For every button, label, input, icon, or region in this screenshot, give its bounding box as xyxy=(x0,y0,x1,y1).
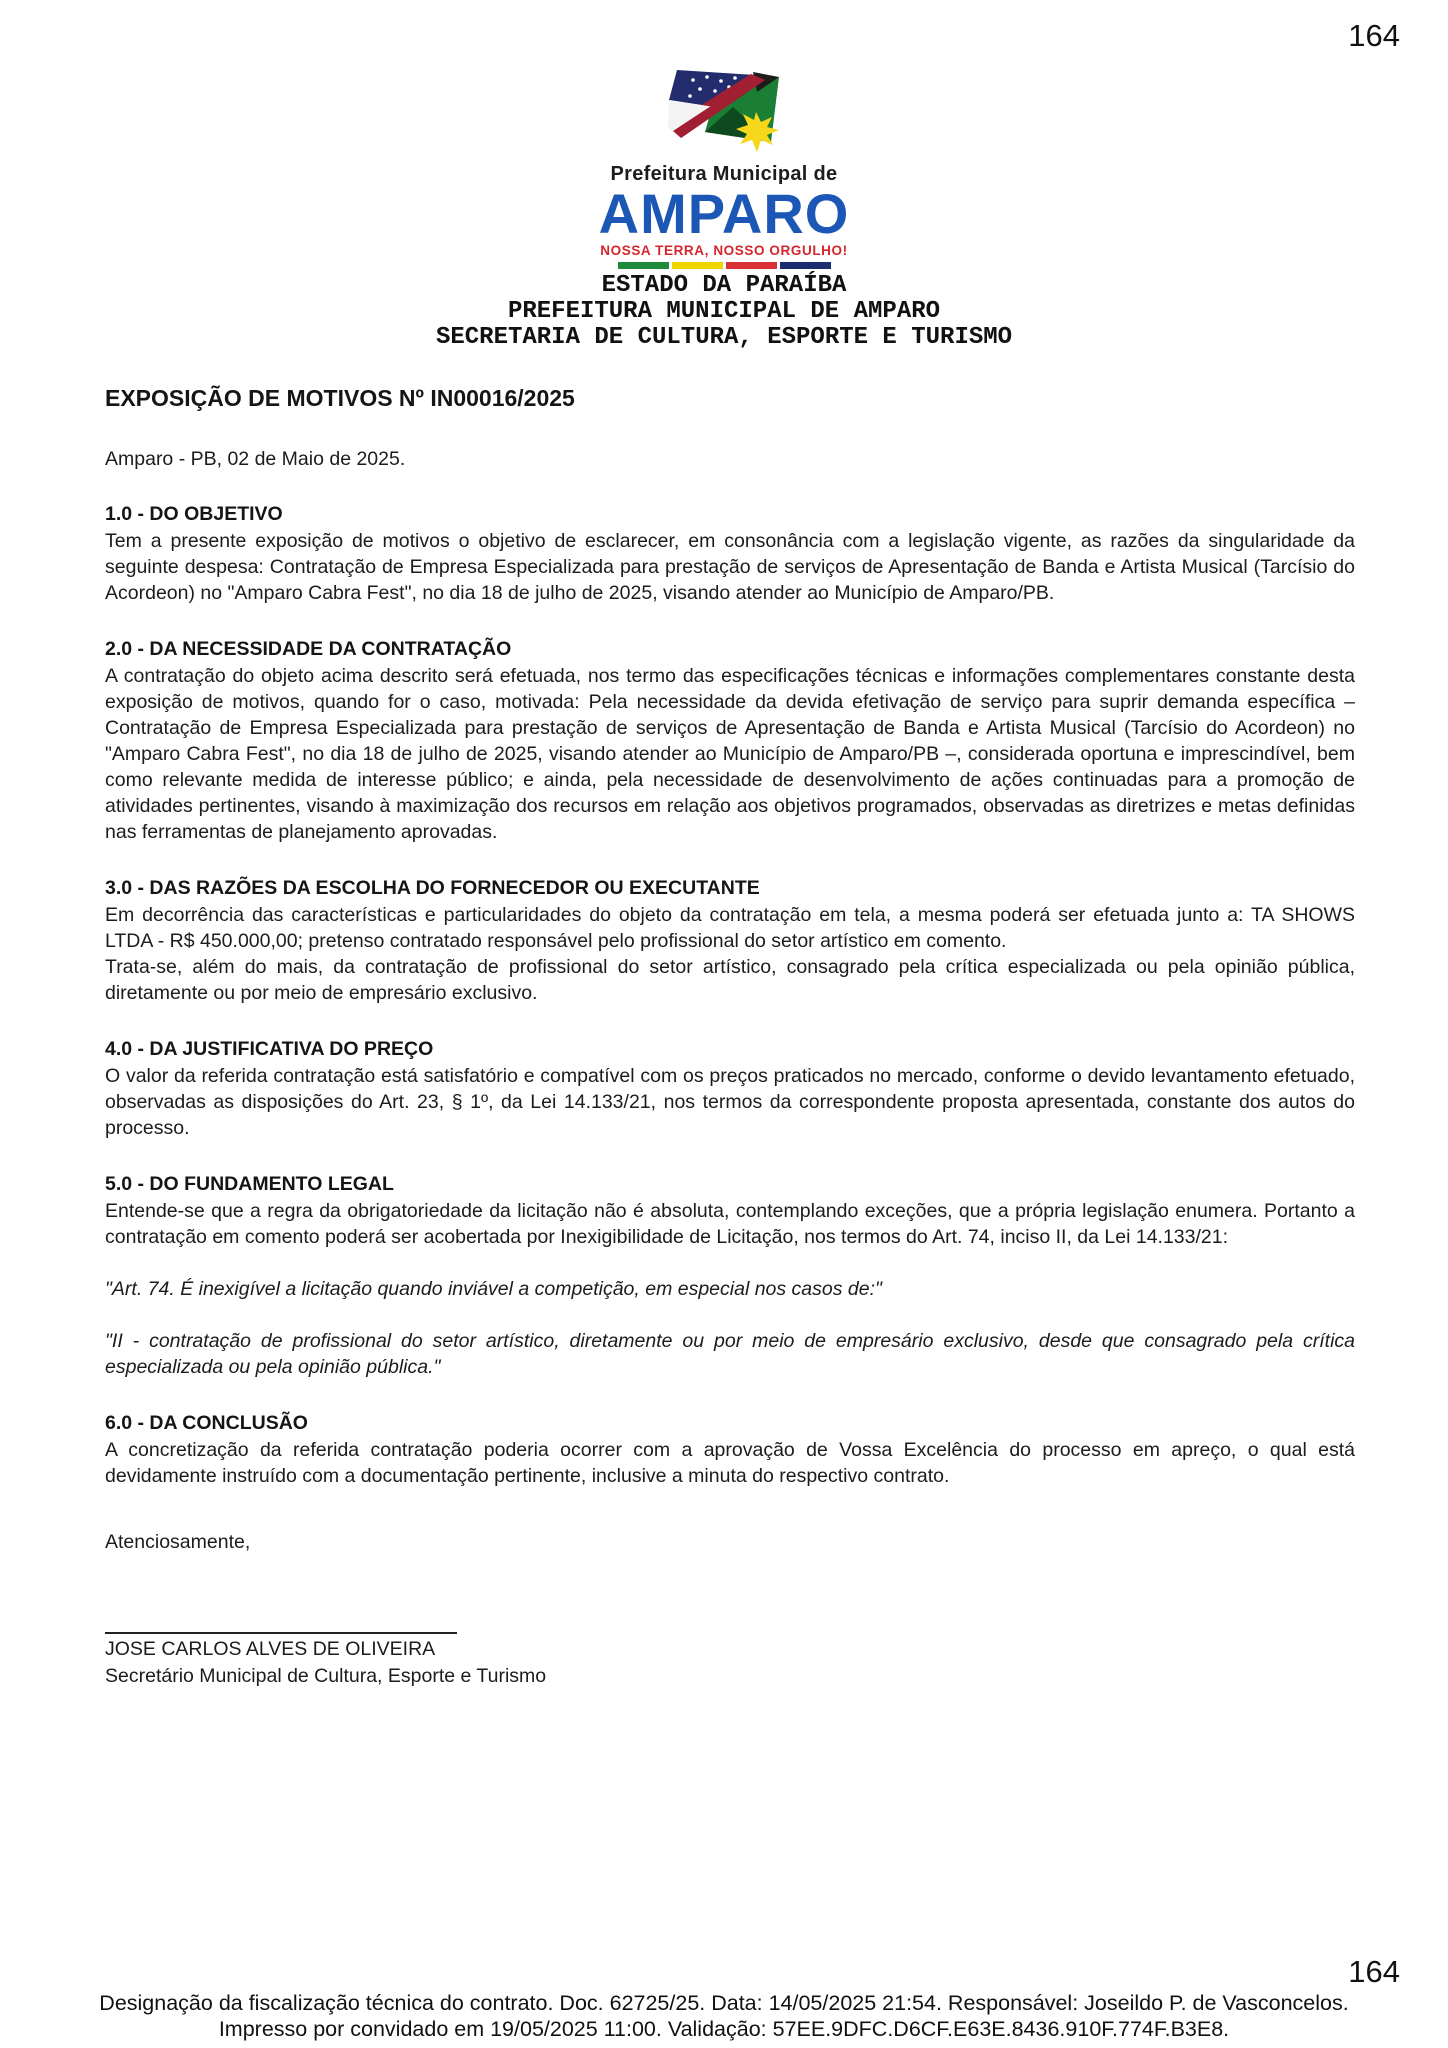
logo-stripe-bar xyxy=(0,262,1448,269)
document-title: EXPOSIÇÃO DE MOTIVOS Nº IN00016/2025 xyxy=(105,385,575,411)
section-conclusao xyxy=(105,1412,1355,1489)
signature-block xyxy=(105,1632,1355,1688)
legal-quote-art74: "Art. 74. É inexigível a licitação quando inviável a competição, em especial nos casos de:" xyxy=(105,1278,882,1300)
section-paragraph: O valor da referida contratação está satisfatório e compatível com os preços praticados no mercado, conforme o devido levantamento efetuado, observadas as disposições do Art. 23, § 1º, da Lei 14.133/21, nos termos da correspondente proposta apresentada, constante dos autos do processo. xyxy=(105,1065,1355,1139)
section-paragraph: A concretização da referida contratação poderia ocorrer com a aprovação de Vossa Excelência do processo em apreço, o qual está devidamente instruído com a documentação pertinente, inclusive a minuta do respectivo contrato. xyxy=(105,1439,1355,1487)
section-justificativa-preco xyxy=(105,1038,1355,1141)
section-heading: 5.0 - DO FUNDAMENTO LEGAL xyxy=(105,1173,394,1195)
legal-quote-inciso2: "II - contratação de profissional do setor artístico, diretamente ou por meio de empresário exclusivo, desde que consagrado pela crítica especializada ou pela opinião pública." xyxy=(105,1330,1355,1378)
municipal-logo xyxy=(0,0,1448,269)
section-heading: 1.0 - DO OBJETIVO xyxy=(105,503,283,525)
section-paragraph: Entende-se que a regra da obrigatoriedade da licitação não é absoluta, contemplando exceções, que a própria legislação enumera. Portanto a contratação em comento poderá ser acobertada por Inexigibilidade de Licitação, nos termos do Art. 74, inciso II, da Lei 14.133/21: xyxy=(105,1200,1355,1248)
stripe-navy xyxy=(780,262,831,269)
page-number-top: 164 xyxy=(1348,18,1400,53)
section-paragraph: A contratação do objeto acima descrito será efetuada, nos termo das especificações técnicas e informações complementares constante desta exposição de motivos, quando for o caso, motivada: Pela necessidade da devida efetivação de serviço para suprir demanda específica – Contratação de Empresa Especializada para prestação de serviços de Apresentação de Banda e Artista Musical (Tarcísio do Acordeon) no "Amparo Cabra Fest", no dia 18 de julho de 2025, visando atender ao Município de Amparo/PB –, considerada oportuna e imprescindível, bem como relevante medida de interesse público; e ainda, pela necessidade de desenvolvimento de ações continuadas para a promoção de atividades pertinentes, visando à maximização dos recursos em relação aos objetivos programados, observadas as diretrizes e metas definidas nas ferramentas de planejamento aprovadas. xyxy=(105,665,1355,843)
org-header xyxy=(0,273,1448,351)
logo-prefeitura-text: Prefeitura Municipal de xyxy=(610,163,838,185)
section-paragraph: Trata-se, além do mais, da contratação de profissional do setor artístico, consagrado pela crítica especializada ou pela opinião pública, diretamente ou por meio de empresário exclusivo. xyxy=(105,956,1355,1004)
footer-fiscalizacao-line: Designação da fiscalização técnica do contrato. Doc. 62725/25. Data: 14/05/2025 21:54. Responsável: Joseildo P. de Vasconcelos. xyxy=(99,1991,1349,2015)
section-heading: 4.0 - DA JUSTIFICATIVA DO PREÇO xyxy=(105,1038,434,1060)
section-paragraph: Em decorrência das características e particularidades do objeto da contratação em tela, a mesma poderá ser efetuada junto a: TA SHOWS LTDA - R$ 450.000,00; pretenso contratado responsável pelo profissional do setor artístico em comento. xyxy=(105,904,1355,952)
signature-line xyxy=(105,1632,457,1634)
document-body xyxy=(0,385,1448,1688)
dateline: Amparo - PB, 02 de Maio de 2025. xyxy=(105,448,406,470)
org-header-secretaria: SECRETARIA DE CULTURA, ESPORTE E TURISMO xyxy=(435,324,1013,351)
org-header-state: ESTADO DA PARAÍBA xyxy=(601,272,847,299)
document-footer xyxy=(0,1990,1448,2042)
section-heading: 2.0 - DA NECESSIDADE DA CONTRATAÇÃO xyxy=(105,638,512,660)
section-heading: 3.0 - DAS RAZÕES DA ESCOLHA DO FORNECEDOR OU EXECUTANTE xyxy=(105,877,760,899)
stripe-green xyxy=(618,262,669,269)
section-heading: 6.0 - DA CONCLUSÃO xyxy=(105,1412,308,1434)
logo-city-wordmark: AMPARO xyxy=(598,182,850,245)
section-objetivo xyxy=(105,503,1355,606)
section-necessidade xyxy=(105,638,1355,845)
org-header-prefeitura: PREFEITURA MUNICIPAL DE AMPARO xyxy=(507,298,941,325)
footer-validacao-line: Impresso por convidado em 19/05/2025 11:00. Validação: 57EE.9DFC.D6CF.E63E.8436.910F.774F.B3E8. xyxy=(218,2017,1230,2041)
closing-salutation: Atenciosamente, xyxy=(105,1531,251,1553)
stripe-yellow xyxy=(672,262,723,269)
section-paragraph: Tem a presente exposição de motivos o objetivo de esclarecer, em consonância com a legislação vigente, as razões da singularidade da seguinte despesa: Contratação de Empresa Especializada para prestação de serviços de Apresentação de Banda e Artista Musical (Tarcísio do Acordeon) no "Amparo Cabra Fest", no dia 18 de julho de 2025, visando atender ao Município de Amparo/PB. xyxy=(105,530,1355,604)
section-fundamento-legal xyxy=(105,1173,1355,1380)
section-razoes-escolha xyxy=(105,877,1355,1006)
page-number-bottom: 164 xyxy=(1348,1954,1400,1989)
signatory-role: Secretário Municipal de Cultura, Esporte e Turismo xyxy=(105,1665,547,1687)
logo-slogan: NOSSA TERRA, NOSSO ORGULHO! xyxy=(600,243,848,258)
signatory-name: JOSE CARLOS ALVES DE OLIVEIRA xyxy=(105,1638,436,1660)
stripe-red xyxy=(726,262,777,269)
amparo-flag-icon xyxy=(663,62,785,159)
